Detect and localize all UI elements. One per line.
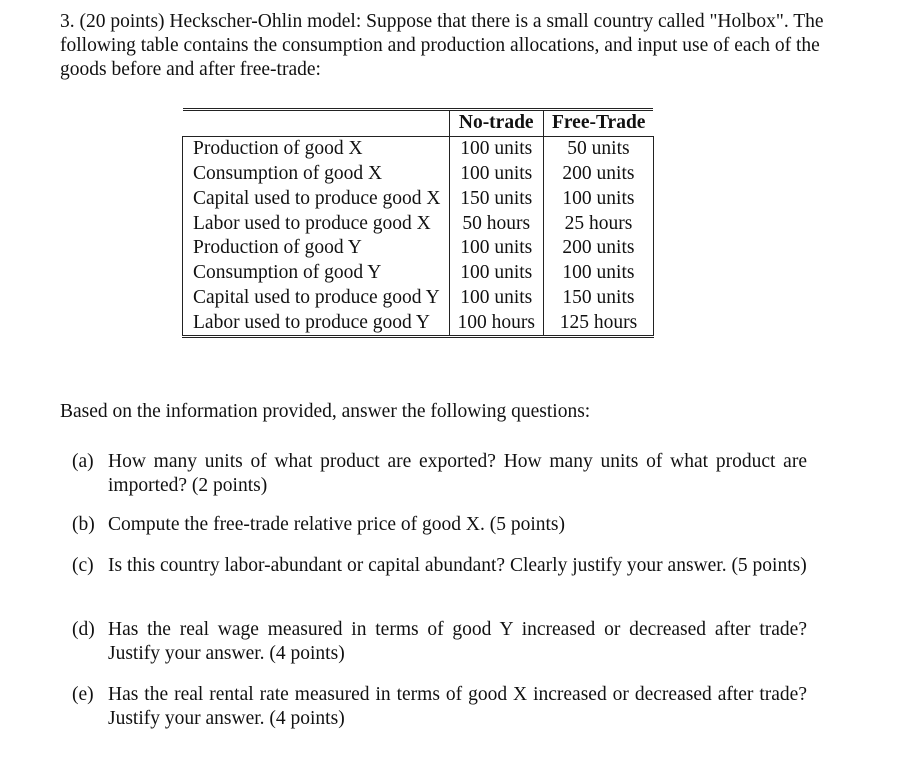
row-label: Capital used to produce good Y bbox=[183, 286, 450, 311]
question-c bbox=[72, 554, 807, 578]
table-row bbox=[183, 286, 654, 311]
row-label: Consumption of good X bbox=[183, 162, 450, 187]
header-free-trade: Free-Trade bbox=[543, 110, 653, 137]
row-label: Labor used to produce good X bbox=[183, 211, 450, 236]
row-label: Production of good X bbox=[183, 136, 450, 161]
table-row bbox=[183, 186, 654, 211]
row-label: Production of good Y bbox=[183, 236, 450, 261]
no-trade-value: 100 units bbox=[449, 162, 543, 187]
table-row bbox=[183, 261, 654, 286]
free-trade-value: 50 units bbox=[543, 136, 653, 161]
question-tag: (a) bbox=[72, 451, 94, 472]
allocation-table-container bbox=[182, 108, 654, 338]
question-d bbox=[72, 618, 807, 666]
problem-intro: 3. (20 points) Heckscher-Ohlin model: Suppose that there is a small country called "Holbox". The following table contains the consumption and production allocations, and input use of each of the goods before and after free-trade: bbox=[60, 11, 824, 80]
allocation-table bbox=[182, 108, 654, 338]
row-label: Consumption of good Y bbox=[183, 261, 450, 286]
free-trade-value: 100 units bbox=[543, 186, 653, 211]
no-trade-value: 150 units bbox=[449, 186, 543, 211]
no-trade-value: 50 hours bbox=[449, 211, 543, 236]
questions-lead-text: Based on the information provided, answer the following questions: bbox=[60, 401, 591, 422]
question-text: Has the real rental rate measured in terms of good X increased or decreased after trade? Justify your answer. (4 points) bbox=[108, 684, 807, 729]
header-no-trade: No-trade bbox=[449, 110, 543, 137]
question-tag: (b) bbox=[72, 514, 95, 535]
table-header-row bbox=[183, 110, 654, 137]
table-row bbox=[183, 211, 654, 236]
free-trade-value: 150 units bbox=[543, 286, 653, 311]
free-trade-value: 100 units bbox=[543, 261, 653, 286]
free-trade-value: 200 units bbox=[543, 162, 653, 187]
question-tag: (d) bbox=[72, 619, 95, 640]
question-e bbox=[72, 683, 807, 731]
free-trade-value: 125 hours bbox=[543, 310, 653, 336]
no-trade-value: 100 units bbox=[449, 236, 543, 261]
question-text: How many units of what product are exported? How many units of what product are imported? (2 points) bbox=[108, 451, 807, 496]
question-a bbox=[72, 450, 807, 498]
question-tag: (c) bbox=[72, 555, 94, 576]
header-blank-cell bbox=[183, 110, 450, 137]
no-trade-value: 100 units bbox=[449, 286, 543, 311]
no-trade-value: 100 units bbox=[449, 136, 543, 161]
no-trade-value: 100 hours bbox=[449, 310, 543, 336]
row-label: Labor used to produce good Y bbox=[183, 310, 450, 336]
table-row bbox=[183, 236, 654, 261]
free-trade-value: 25 hours bbox=[543, 211, 653, 236]
question-text: Compute the free-trade relative price of good X. (5 points) bbox=[108, 514, 566, 535]
row-label: Capital used to produce good X bbox=[183, 186, 450, 211]
free-trade-value: 200 units bbox=[543, 236, 653, 261]
question-tag: (e) bbox=[72, 684, 94, 705]
no-trade-value: 100 units bbox=[449, 261, 543, 286]
question-text: Has the real wage measured in terms of good Y increased or decreased after trade? Justify your answer. (4 points) bbox=[108, 619, 807, 664]
table-row bbox=[183, 310, 654, 336]
question-b bbox=[72, 513, 807, 537]
question-text: Is this country labor-abundant or capital abundant? Clearly justify your answer. (5 points) bbox=[108, 555, 807, 576]
table-row bbox=[183, 162, 654, 187]
table-row bbox=[183, 136, 654, 161]
